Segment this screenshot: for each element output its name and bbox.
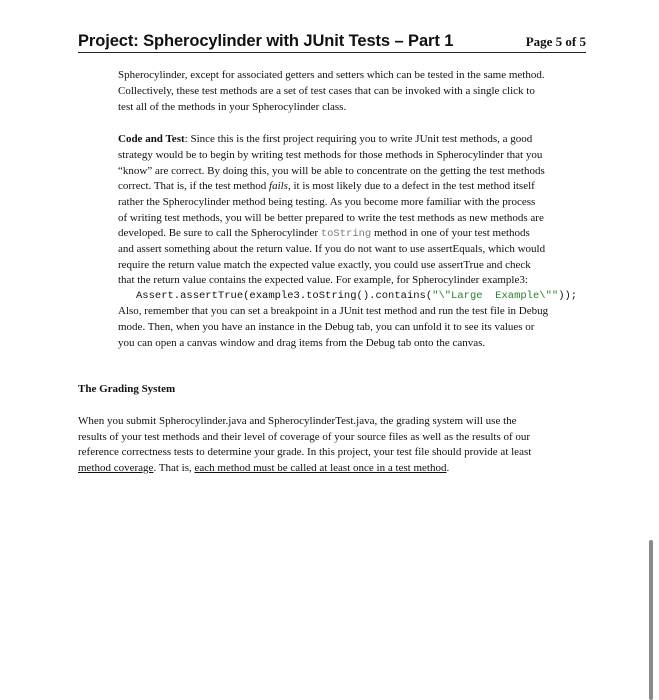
intro-line-3: test all of the methods in your Spherocylinder class. xyxy=(118,101,347,113)
each-method-underline: each method must be called at least once in a test method xyxy=(194,462,447,474)
code-and-test-line-5: rather the Spherocylinder method being testing. As you become more familiar with the process xyxy=(118,196,536,208)
code-and-test-line-2: strategy would be to begin by writing test methods for those methods in Spherocylinder that you xyxy=(118,149,543,161)
vertical-scrollbar[interactable] xyxy=(649,540,653,700)
code-and-test-line-7 xyxy=(118,227,530,241)
code-and-test-line-3: “know” are correct. By doing this, you will be able to concentrate on the getting the test methods xyxy=(118,165,545,177)
code-example-string: "\"Large Example\"" xyxy=(432,290,559,302)
line-4-part-a: correct. That is, if the test method xyxy=(118,180,270,192)
code-and-test-line-6: of writing test methods, you will be better prepared to write the test methods as new methods are xyxy=(118,212,544,224)
line-7-part-b: method in one of your test methods xyxy=(371,227,530,239)
code-and-test-line-1-text: : Since this is the first project requiring you to write JUnit test methods, a good xyxy=(184,133,533,145)
code-and-test-line-4 xyxy=(118,180,535,193)
code-and-test-line-13: mode. Then, when you have an instance in the Debug tab, you can unfold it to see its values or xyxy=(118,321,535,333)
code-and-test-label: Code and Test xyxy=(118,133,185,145)
inline-code-tostring: toString xyxy=(320,228,372,240)
code-and-test-line-9: require the return value match the expected value exactly, you could use assertTrue and check xyxy=(118,259,531,271)
grading-line-3: reference correctness tests to determine your grade. In this project, your test file should provide at least xyxy=(78,446,532,458)
intro-line-1: Spherocylinder, except for associated getters and setters which can be tested in the same method. xyxy=(118,69,545,81)
grading-line-1: When you submit Spherocylinder.java and SpherocylinderTest.java, the grading system will use the xyxy=(78,415,517,427)
code-and-test-line-1 xyxy=(118,133,532,146)
method-coverage-underline: method coverage xyxy=(78,462,154,474)
page-number: Page 5 of 5 xyxy=(525,34,586,49)
intro-line-2: Collectively, these test methods are a set of test cases that can be invoked with a single click to xyxy=(118,85,535,97)
grading-line-4-end: . xyxy=(446,462,450,474)
page-header xyxy=(78,26,586,53)
line-4-part-b: , it is most likely due to a defect in the test method itself xyxy=(287,180,535,192)
document-title: Project: Spherocylinder with JUnit Tests – Part 1 xyxy=(78,32,454,50)
code-example xyxy=(136,290,577,303)
code-and-test-line-10: that the return value contains the expected value. For example, for Spherocylinder example3: xyxy=(118,274,528,286)
grading-line-4-mid: . That is, xyxy=(153,462,195,474)
grading-heading: The Grading System xyxy=(78,383,176,395)
code-and-test-line-12: Also, remember that you can set a breakpoint in a JUnit test method and run the test file in Debug xyxy=(118,305,549,317)
line-7-part-a: developed. Be sure to call the Spherocylinder xyxy=(118,227,321,239)
grading-line-2: results of your test methods and their level of coverage of your source files as well as the results of our xyxy=(78,431,531,443)
code-example-call: Assert.assertTrue(example3.toString().contains( xyxy=(136,290,433,302)
code-and-test-line-14: you can open a canvas window and drag items from the Debug tab onto the canvas. xyxy=(118,337,486,349)
code-and-test-line-8: and assert something about the return value. If you do not want to use assertEquals, which would xyxy=(118,243,546,255)
code-example-end: )); xyxy=(558,290,578,302)
emphasis-fails: fails xyxy=(269,180,288,192)
grading-line-4 xyxy=(78,462,449,475)
